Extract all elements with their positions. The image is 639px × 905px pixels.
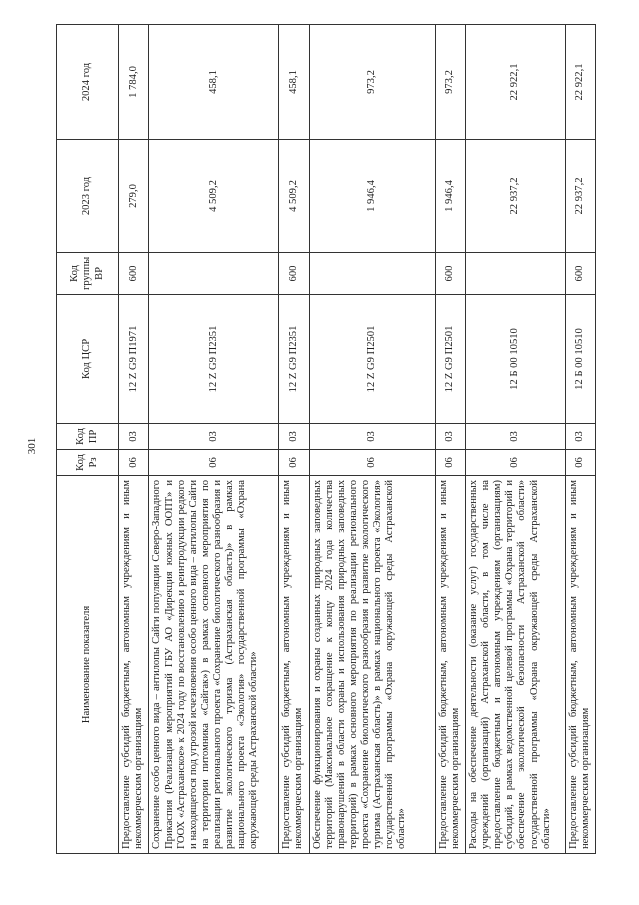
row-vr: 600 [119,253,149,295]
row-pr: 03 [309,424,435,450]
row-2024: 458,1 [149,25,279,140]
row-csr: 12 Z G9 П2351 [149,295,279,424]
row-2024: 1 784,0 [119,25,149,140]
row-pr: 03 [466,424,565,450]
table-header [57,25,119,854]
row-2023: 1 946,4 [309,140,435,253]
row-2023: 4 509,2 [149,140,279,253]
row-vr: 600 [435,253,465,295]
table-row [119,25,149,854]
row-2024: 22 922,1 [466,25,565,140]
table-row [279,25,309,854]
row-pr: 03 [565,424,595,450]
row-2023: 22 937,2 [565,140,595,253]
row-csr: 12 Б 00 10510 [565,295,595,424]
row-vr: 600 [279,253,309,295]
budget-table [56,24,596,854]
row-pr: 03 [119,424,149,450]
table-row [435,25,465,854]
row-csr: 12 Z G9 П1971 [119,295,149,424]
header-name: Наименование показателя [57,476,119,854]
row-vr [149,253,279,295]
row-csr: 12 Z G9 П2351 [279,295,309,424]
row-name: Сохранение особо ценного вида – антилопы Сайги популяции Северо-Западного Прикаспия (Реализация мероприятий ГБУ АО «Дирекция южных ООПТ» и ГООХ «Астраханское» к 2024 году по восстановлению и реинтродукции редкого и находящегося под угрозой исчезновения особо ценного вида – антилопы Сайги на территории питомника «Сайгак») в рамках основного мероприятия по реализации регионального проекта «Сохранение биологического разнообразия и развитие экологического туризма (Астраханская область)» в рамках национального проекта «Экология» государственной программы «Охрана окружающей среды Астраханской области» [149,476,279,854]
row-2024: 22 922,1 [565,25,595,140]
header-pr: Код ПР [57,424,119,450]
row-rz: 06 [279,450,309,476]
row-2024: 458,1 [279,25,309,140]
row-vr [466,253,565,295]
row-2024: 973,2 [309,25,435,140]
header-2024: 2024 год [57,25,119,140]
row-2023: 4 509,2 [279,140,309,253]
row-2024: 973,2 [435,25,465,140]
row-csr: 12 Б 00 10510 [466,295,565,424]
row-rz: 06 [149,450,279,476]
row-csr: 12 Z G9 П2501 [435,295,465,424]
row-pr: 03 [279,424,309,450]
page-number: 301 [26,437,38,455]
header-vr: Код группы ВР [57,253,119,295]
table-row [565,25,595,854]
row-name: Предоставление субсидий бюджетным, автономным учреждениям и иным некоммерческим организациям [119,476,149,854]
row-name: Предоставление субсидий бюджетным, автономным учреждениям и иным некоммерческим организациям [279,476,309,854]
row-2023: 1 946,4 [435,140,465,253]
rotated-table-container [56,25,596,854]
row-rz: 06 [435,450,465,476]
row-vr [309,253,435,295]
row-rz: 06 [565,450,595,476]
row-rz: 06 [309,450,435,476]
header-2023: 2023 год [57,140,119,253]
table-row [149,25,279,854]
row-2023: 22 937,2 [466,140,565,253]
row-name: Обеспечение функционирования и охраны созданных природных заповедных территорий (Максимальное сокращение к концу 2024 года количества правонарушений в области охраны и использования природных заповедных территорий) в рамках основного мероприятия по реализации регионального проекта «Сохранение биологического разнообразия и развитие экологического туризма (Астраханская область)» в рамках национального проекта «Экология» государственной программы «Охрана окружающей среды Астраханской области» [309,476,435,854]
row-2023: 279,0 [119,140,149,253]
row-pr: 03 [435,424,465,450]
row-name: Предоставление субсидий бюджетным, автономным учреждениям и иным некоммерческим организациям [565,476,595,854]
header-csr: Код ЦСР [57,295,119,424]
row-rz: 06 [119,450,149,476]
row-vr: 600 [565,253,595,295]
row-name: Предоставление субсидий бюджетным, автономным учреждениям и иным некоммерческим организациям [435,476,465,854]
row-name: Расходы на обеспечение деятельности (оказание услуг) государственных учреждений (организаций) Астраханской области, в том числе на предоставление бюджетным и автономным учреждениям (организациям) субсидий, в рамках ведомственной целевой программы «Охрана территорий и обеспечение экологической безопасности Астраханской области» государственной программы «Охрана окружающей среды Астраханской области» [466,476,565,854]
row-csr: 12 Z G9 П2501 [309,295,435,424]
row-pr: 03 [149,424,279,450]
table-row [466,25,565,854]
row-rz: 06 [466,450,565,476]
table-row [309,25,435,854]
header-rz: Код Рз [57,450,119,476]
